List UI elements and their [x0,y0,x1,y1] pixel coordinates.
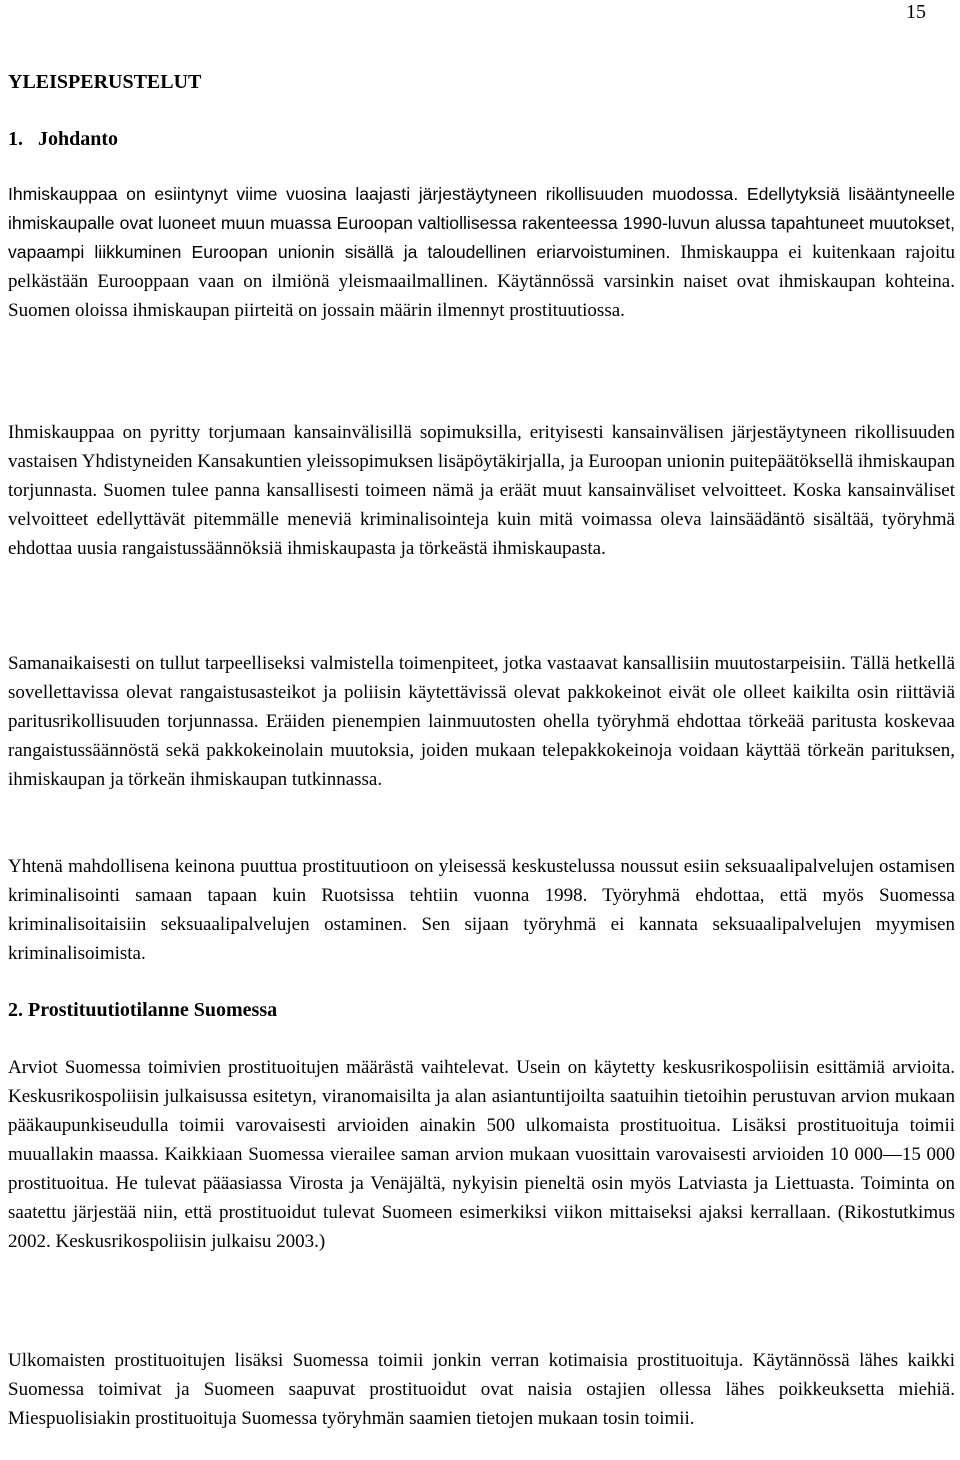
section-title: Johdanto [38,128,119,150]
paragraph-6: Ulkomaisten prostituoitujen lisäksi Suomessa toimii jonkin verran kotimaisia prostituoituja. Käytännössä lähes kaikki Suomessa toimivat ja Suomeen saapuvat prostituoidut ovat naisia ostajien ollessa lähes poikkeuksetta miehiä. Miespuolisiakin prostituoituja Suomessa työryhmän saamien tietojen mukaan tosin toimii. [8,1350,955,1429]
paragraph-1-part-b: Ihmiskauppa ei kuitenkaan rajoitu pelkästään Eurooppaan vaan on ilmiönä yleismaailmallinen. Käytännössä varsinkin naiset ovat ihmiskaupan kohteina. Suomen oloissa ihmiskaupan piirteitä on jossain määrin ilmennyt prostituutiossa. [8,242,956,321]
section-heading-johdanto [8,125,118,154]
document-page [8,0,955,1460]
paragraph-1 [8,180,955,325]
section-number: 1. [8,128,23,150]
paragraph-3: Samanaikaisesti on tullut tarpeelliseksi valmistella toimenpiteet, jotka vastaavat kansallisiin muutostarpeisiin. Tällä hetkellä sovellettavissa olevat rangaistusasteikot ja poliisin käytettävissä olevat pakkokeinot eivät ole olleet kaikilta osin riittäviä paritusrikollisuuden torjunnassa. Eräiden pienempien lainmuutosten ohella työryhmä ehdottaa törkeää paritusta koskevaa rangaistussäännöstä sekä pakkokeinolain muutoksia, joiden mukaan telepakkokeinoja voidaan käyttää törkeän parituksen, ihmiskaupan ja törkeän ihmiskaupan tutkinnassa. [8,653,955,790]
section-heading-prostituutiotilanne: 2. Prostituutiotilanne Suomessa [8,999,278,1021]
paragraph-4: Yhtenä mahdollisena keinona puuttua prostituutioon on yleisessä keskustelussa noussut esiin seksuaalipalvelujen ostamisen kriminalisointi samaan tapaan kuin Ruotsissa tehtiin vuonna 1998. Työryhmä ehdottaa, että myös Suomessa kriminalisoitaisiin seksuaalipalvelujen ostaminen. Sen sijaan työryhmä ei kannata seksuaalipalvelujen myymisen kriminalisoimista. [8,856,955,964]
chapter-heading: YLEISPERUSTELUT [8,71,202,93]
paragraph-1-part-a: Ihmiskauppaa on esiintynyt viime vuosina laajasti järjestäytyneen rikollisuuden muodossa. Edellytyksiä lisääntyneelle ihmiskaupalle ovat luoneet muun muassa Euroopan valtiollisessa rakenteessa 1990-luvun alussa tapahtuneet muutokset, vapaampi liikkuminen Euroopan unionin sisällä ja taloudellinen eriarvoistuminen. [8,184,955,262]
page-number: 15 [906,1,926,23]
paragraph-5: Arviot Suomessa toimivien prostituoitujen määrästä vaihtelevat. Usein on käytetty keskusrikospoliisin esittämiä arvioita. Keskusrikospoliisin julkaisussa esitetyn, viranomaisilta ja alan asiantuntijoilta saatuihin tietoihin perustuvan arvion mukaan pääkaupunkiseudulla toimii varovaisesti arvioiden ainakin 500 ulkomaista prostituoitua. Lisäksi prostituoituja toimii muuallakin maassa. Kaikkiaan Suomessa vierailee saman arvion mukaan vuosittain varovaisesti arvioiden 10 000—15 000 prostituoitua. He tulevat pääasiassa Virosta ja Venäjältä, nykyisin pieneltä osin myös Latviasta ja Liettuasta. Toiminta on saatettu järjestää niin, että prostituoidut tulevat Suomeen esimerkiksi viikon mittaiseksi ajaksi kerrallaan. (Rikostutkimus 2002. Keskusrikospoliisin julkaisu 2003.) [8,1057,955,1252]
paragraph-2: Ihmiskauppaa on pyritty torjumaan kansainvälisillä sopimuksilla, erityisesti kansainvälisen järjestäytyneen rikollisuuden vastaisen Yhdistyneiden Kansakuntien yleissopimuksen lisäpöytäkirjalla, ja Euroopan unionin puitepäätöksellä ihmiskaupan torjunnasta. Suomen tulee panna kansallisesti toimeen nämä ja eräät muut kansainväliset velvoitteet. Koska kansainväliset velvoitteet edellyttävät pitemmälle meneviä kriminalisointeja kuin mitä voimassa oleva lainsäädäntö sisältää, työryhmä ehdottaa uusia rangaistussäännöksiä ihmiskaupasta ja törkeästä ihmiskaupasta. [8,422,955,559]
